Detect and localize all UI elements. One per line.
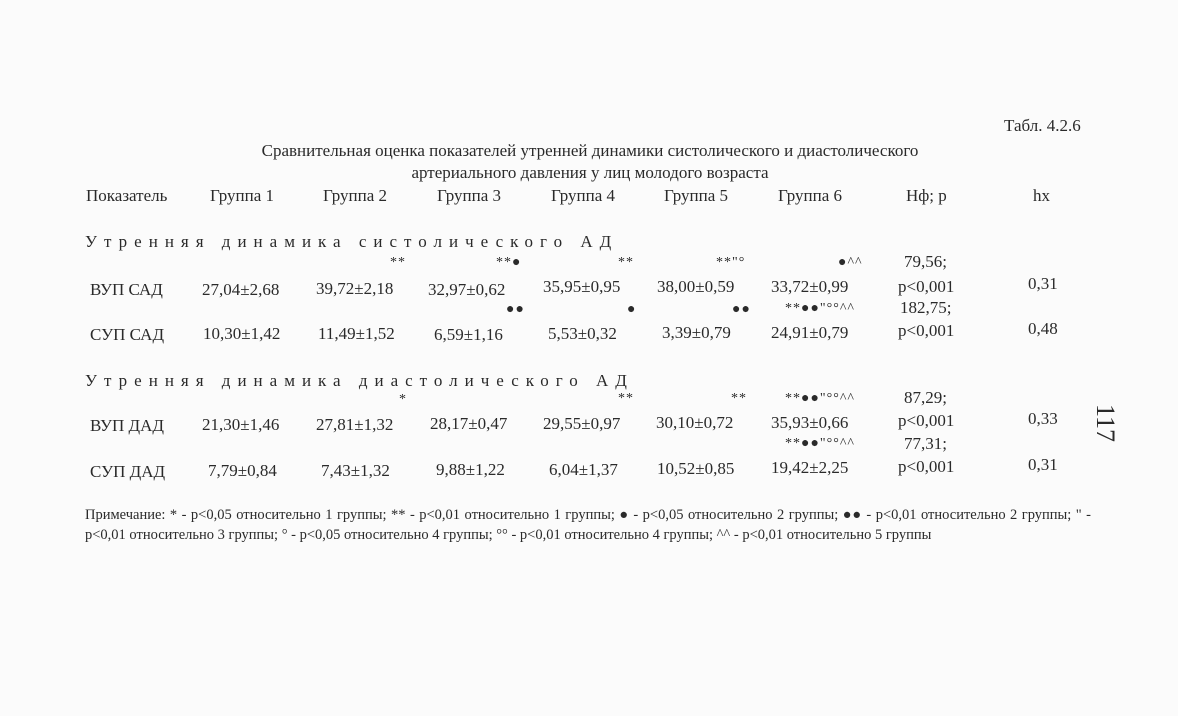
mark-vup-dad-g5: ** xyxy=(731,391,747,406)
vup-dad-hf: 87,29; xyxy=(904,388,947,407)
vup-sad-g2: 39,72±2,18 xyxy=(316,279,394,298)
mark-vup-dad-g4: ** xyxy=(618,391,634,406)
table-title-line2: артериального давления у лиц молодого возраста xyxy=(411,163,769,182)
vup-sad-p: р<0,001 xyxy=(898,277,955,296)
vup-sad-g6: 33,72±0,99 xyxy=(771,277,849,296)
vup-sad-g5: 38,00±0,59 xyxy=(657,277,735,296)
sup-dad-g4: 6,04±1,37 xyxy=(549,460,618,479)
mark-vup-sad-g4: ** xyxy=(618,255,634,270)
sup-dad-g5: 10,52±0,85 xyxy=(657,459,735,478)
sup-sad-g2: 11,49±1,52 xyxy=(318,324,395,343)
vup-dad-p: р<0,001 xyxy=(898,411,955,430)
sup-sad-p: р<0,001 xyxy=(898,321,955,340)
header-group-6: Группа 6 xyxy=(778,186,843,205)
table-number: Табл. 4.2.6 xyxy=(1004,116,1081,135)
mark-vup-dad-g2: * xyxy=(399,392,407,407)
header-indicator: Показатель xyxy=(86,186,168,205)
sup-sad-g1: 10,30±1,42 xyxy=(203,324,281,343)
mark-sup-sad-g6: **●●"°°^^ xyxy=(785,301,855,316)
header-hx: hx xyxy=(1033,186,1050,205)
section-systolic: Утренняя динамика систолического АД xyxy=(85,232,619,251)
mark-sup-sad-g4: ● xyxy=(627,302,637,317)
sup-dad-hf: 77,31; xyxy=(904,434,947,453)
vup-dad-g3: 28,17±0,47 xyxy=(430,414,508,433)
sup-sad-hx: 0,48 xyxy=(1028,319,1058,338)
vup-sad-g4: 35,95±0,95 xyxy=(543,277,621,296)
mark-vup-dad-g6: **●●"°°^^ xyxy=(785,391,855,406)
header-group-1: Группа 1 xyxy=(210,186,275,205)
vup-dad-g4: 29,55±0,97 xyxy=(543,414,621,433)
sup-dad-g6: 19,42±2,25 xyxy=(771,458,849,477)
section-diastolic: Утренняя динамика диастолического АД xyxy=(85,371,634,390)
sup-sad-g3: 6,59±1,16 xyxy=(434,325,503,344)
vup-dad-label: ВУП ДАД xyxy=(90,416,164,435)
vup-sad-g1: 27,04±2,68 xyxy=(202,280,280,299)
table-footnote: Примечание: * - р<0,05 относительно 1 группы; ** - р<0,01 относительно 1 группы; ● - р<0,05 относительно 2 группы; ●● - р<0,01 относительно 2 группы; " - р<0,01 относительно 3 группы; ° - р<0,05 относительно 4 группы; °° - р<0,01 относительно 4 группы; ^^ - р<0,01 относительно 5 группы xyxy=(85,507,1091,543)
sup-sad-g6: 24,91±0,79 xyxy=(771,323,849,342)
mark-sup-sad-g5: ●● xyxy=(732,302,751,317)
sup-sad-g4: 5,53±0,32 xyxy=(548,324,617,343)
sup-sad-hf: 182,75; xyxy=(900,298,952,317)
mark-sup-dad-g6: **●●"°°^^ xyxy=(785,436,855,451)
page-number: 117 xyxy=(1091,404,1120,443)
sup-dad-g3: 9,88±1,22 xyxy=(436,460,505,479)
header-hf-p: Нф; р xyxy=(906,186,947,205)
vup-dad-g6: 35,93±0,66 xyxy=(771,413,849,432)
header-group-3: Группа 3 xyxy=(437,186,502,205)
sup-dad-hx: 0,31 xyxy=(1028,455,1058,474)
header-group-2: Группа 2 xyxy=(323,186,388,205)
mark-vup-sad-g2: ** xyxy=(390,255,406,270)
mark-vup-sad-g6: ●^^ xyxy=(838,255,863,270)
mark-vup-sad-g3: **● xyxy=(496,255,522,270)
vup-dad-g5: 30,10±0,72 xyxy=(656,413,734,432)
table-title-line1: Сравнительная оценка показателей утренней динамики систолического и диастолического xyxy=(261,141,919,160)
vup-sad-label: ВУП САД xyxy=(90,280,163,299)
vup-dad-g1: 21,30±1,46 xyxy=(202,415,280,434)
sup-dad-label: СУП ДАД xyxy=(90,462,166,481)
mark-vup-sad-g5: **"° xyxy=(716,255,746,270)
sup-dad-g1: 7,79±0,84 xyxy=(208,461,277,480)
sup-sad-label: СУП САД xyxy=(90,325,165,344)
vup-sad-g3: 32,97±0,62 xyxy=(428,280,506,299)
sup-sad-g5: 3,39±0,79 xyxy=(662,323,731,342)
vup-sad-hf: 79,56; xyxy=(904,252,947,271)
sup-dad-p: р<0,001 xyxy=(898,457,955,476)
sup-dad-g2: 7,43±1,32 xyxy=(321,461,390,480)
mark-sup-sad-g3: ●● xyxy=(506,302,525,317)
vup-dad-hx: 0,33 xyxy=(1028,409,1058,428)
header-group-4: Группа 4 xyxy=(551,186,616,205)
vup-sad-hx: 0,31 xyxy=(1028,274,1058,293)
vup-dad-g2: 27,81±1,32 xyxy=(316,415,394,434)
header-group-5: Группа 5 xyxy=(664,186,729,205)
